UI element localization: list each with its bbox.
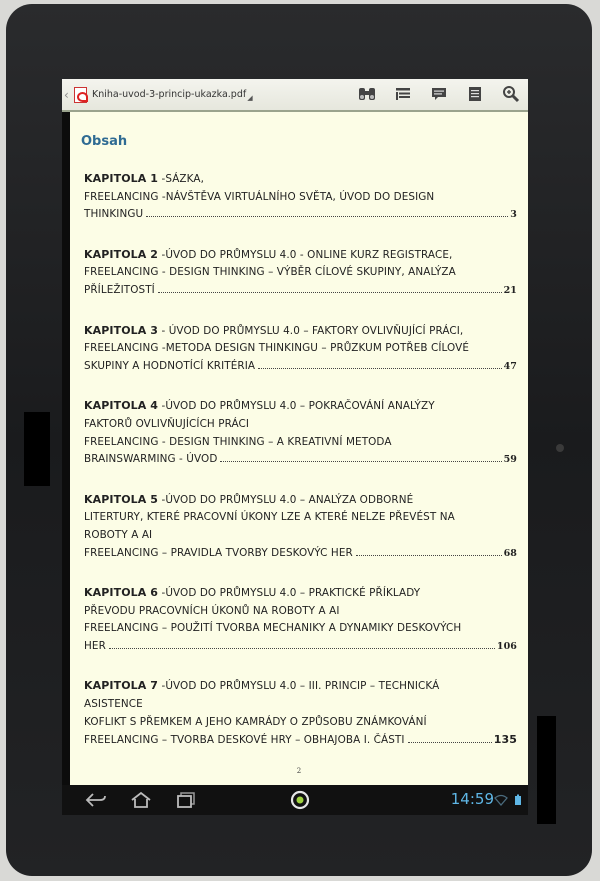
- chapter-number: KAPITOLA 3: [84, 323, 159, 337]
- toc-entry-text: ROBOTY A AI: [84, 528, 153, 541]
- center-ring-icon[interactable]: [288, 789, 312, 811]
- toc-entry[interactable]: [84, 246, 517, 300]
- dot-leader: [146, 216, 508, 217]
- toc-entry-line: [84, 696, 517, 714]
- toc-entry-text: BRAINSWARMING - ÚVOD: [84, 453, 218, 466]
- app-toolbar: [62, 79, 528, 112]
- toc-entry-line: [84, 714, 517, 732]
- find-binoculars-icon[interactable]: [356, 83, 378, 105]
- toc-entry-line: [84, 416, 517, 434]
- zoom-icon[interactable]: [500, 83, 522, 105]
- toc-page-number: 47: [503, 360, 517, 372]
- chapter-number: KAPITOLA 2: [84, 247, 159, 261]
- toc-entry-line: [84, 620, 517, 638]
- page-view-icon[interactable]: [464, 83, 486, 105]
- chapter-number: KAPITOLA 5: [84, 492, 159, 506]
- system-navigation-bar: [62, 785, 528, 815]
- chapter-number: KAPITOLA 6: [84, 586, 159, 600]
- toc-page-number: 59: [503, 454, 517, 466]
- toc-entry-text: -ÚVOD DO PRŮMYSLU 4.0 – POKRAČOVÁNÍ ANALÝZY: [158, 400, 435, 413]
- pdf-page[interactable]: [70, 112, 528, 785]
- page-number: 2: [296, 767, 302, 775]
- toc-entry[interactable]: [84, 677, 517, 749]
- toc-page-number: 3: [510, 209, 517, 221]
- toc-entry-text: FREELANCING - DESIGN THINKING – VÝBĚR CÍLOVÉ SKUPINY, ANALÝZA: [84, 266, 456, 279]
- chapter-number: KAPITOLA 7: [84, 679, 159, 693]
- toc-entry-line: [84, 246, 517, 265]
- toc-entry-line: [84, 527, 517, 545]
- file-menu-caret-icon[interactable]: ◢: [247, 93, 253, 102]
- toc-entry-line: [84, 397, 517, 416]
- pdf-file-icon: [74, 87, 87, 103]
- camera-dot: [556, 444, 564, 452]
- home-icon[interactable]: [129, 789, 153, 811]
- battery-icon: [514, 794, 522, 806]
- toc-entry-line: [84, 491, 517, 510]
- toc-entry-text: -ÚVOD DO PRŮMYSLU 4.0 – PRAKTICKÉ PŘÍKLADY: [158, 587, 421, 600]
- file-name[interactable]: Kniha-uvod-3-princip-ukazka.pdf: [92, 89, 247, 100]
- toc-entry[interactable]: [84, 584, 517, 655]
- toc-entry-text: -ÚVOD DO PRŮMYSLU 4.0 – III. PRINCIP – TECHNICKÁ: [158, 680, 440, 693]
- wifi-icon: [494, 794, 508, 806]
- dot-leader: [158, 292, 502, 293]
- toc-entry-text: FREELANCING – POUŽITÍ TVORBA MECHANIKY A DYNAMIKY DESKOVÝCH: [84, 622, 462, 635]
- dot-leader: [109, 648, 495, 649]
- toc-entry-text: FREELANCING - DESIGN THINKING – A KREATIVNÍ METODA: [84, 435, 392, 448]
- dot-leader: [356, 555, 502, 556]
- comment-icon[interactable]: [428, 83, 450, 105]
- toc-entry-line: [84, 189, 517, 207]
- toc-entry-text: SKUPINY A HODNOTÍCÍ KRITÉRIA: [84, 359, 256, 372]
- toc-entry-line: [84, 638, 517, 656]
- toc-entry-text: KOFLIKT S PŘEMKEM A JEHO KAMRÁDY O ZPŮSOBU ZNÁMKOVÁNÍ: [84, 715, 427, 728]
- toc-page-number: 21: [503, 284, 517, 296]
- toc-entry-text: FREELANCING – TVORBA DESKOVÉ HRY – OBHAJOBA I. ČÁSTI: [84, 734, 405, 747]
- toc-entry[interactable]: [84, 170, 517, 224]
- toc-entry-text: LITERTURY, KTERÉ PRACOVNÍ ÚKONY LZE A KTERÉ NELZE PŘEVÉST NA: [84, 511, 455, 524]
- toc-page-number: 135: [493, 733, 517, 747]
- toc-entry-text: HER: [84, 639, 106, 652]
- toc-entry-text: THINKINGU: [84, 208, 144, 221]
- toc-entry-text: ASISTENCE: [84, 698, 143, 711]
- toc-entry-line: [84, 603, 517, 621]
- toolbar-actions: [356, 83, 522, 105]
- back-icon[interactable]: [84, 789, 108, 811]
- toc-entry-text: PŘÍLEŽITOSTÍ: [84, 283, 155, 296]
- toc-entry-line: [84, 206, 517, 224]
- toc-entry-line: [84, 340, 517, 358]
- chapter-number: KAPITOLA 4: [84, 399, 159, 413]
- dot-leader: [408, 742, 492, 743]
- toc-entry-line: [84, 509, 517, 527]
- chapter-number: KAPITOLA 1: [84, 172, 159, 185]
- table-of-contents: [84, 170, 517, 772]
- status-clock: 14:59: [450, 790, 494, 808]
- toc-entry-line: [84, 264, 517, 282]
- toc-entry[interactable]: [84, 322, 517, 376]
- side-button-right: [537, 716, 556, 824]
- toc-page-number: 68: [503, 547, 517, 559]
- toc-entry-text: PŘEVODU PRACOVNÍCH ÚKONŮ NA ROBOTY A AI: [84, 604, 340, 617]
- toc-entry-text: FREELANCING -NÁVŠTĚVA VIRTUÁLNÍHO SVĚTA, ÚVOD DO DESIGN: [84, 190, 435, 203]
- toc-entry-text: FREELANCING -METODA DESIGN THINKINGU – PRŮZKUM POTŘEB CÍLOVÉ: [84, 342, 470, 355]
- toc-entry-line: [84, 731, 517, 750]
- toc-heading: Obsah: [81, 134, 128, 149]
- toc-entry-line: [84, 282, 517, 300]
- side-button-left: [24, 412, 50, 486]
- toc-entry[interactable]: [84, 491, 517, 562]
- tablet-screen: [62, 79, 528, 815]
- toc-entry-text: -SÁZKA,: [158, 173, 204, 185]
- toc-entry-line: [84, 584, 517, 603]
- toc-entry-text: - ÚVOD DO PRŮMYSLU 4.0 – FAKTORY OVLIVŇUJÍCÍ PRÁCI,: [158, 324, 464, 337]
- outline-list-icon[interactable]: [392, 83, 414, 105]
- toc-entry-line: [84, 451, 517, 469]
- toc-entry-line: [84, 322, 517, 341]
- toc-entry-text: -ÚVOD DO PRŮMYSLU 4.0 – ANALÝZA ODBORNÉ: [158, 493, 414, 506]
- toc-page-number: 106: [496, 640, 517, 652]
- toc-entry-line: [84, 434, 517, 452]
- recent-apps-icon[interactable]: [174, 789, 198, 811]
- toc-entry-text: FREELANCING – PRAVIDLA TVORBY DESKOVÝC HER: [84, 546, 353, 559]
- toc-entry[interactable]: [84, 397, 517, 468]
- toc-entry-text: FAKTORŮ OVLIVŇUJÍCÍCH PRÁCI: [84, 417, 250, 430]
- toc-entry-line: [84, 677, 517, 696]
- dot-leader: [258, 368, 501, 369]
- toc-entry-line: [84, 545, 517, 563]
- toc-entry-line: [84, 170, 517, 189]
- toc-entry-text: -ÚVOD DO PRŮMYSLU 4.0 - ONLINE KURZ REGISTRACE,: [158, 248, 453, 261]
- toc-entry-line: [84, 358, 517, 376]
- status-icons: [494, 794, 522, 806]
- dot-leader: [220, 461, 501, 462]
- chevron-left-icon[interactable]: ‹: [64, 87, 69, 102]
